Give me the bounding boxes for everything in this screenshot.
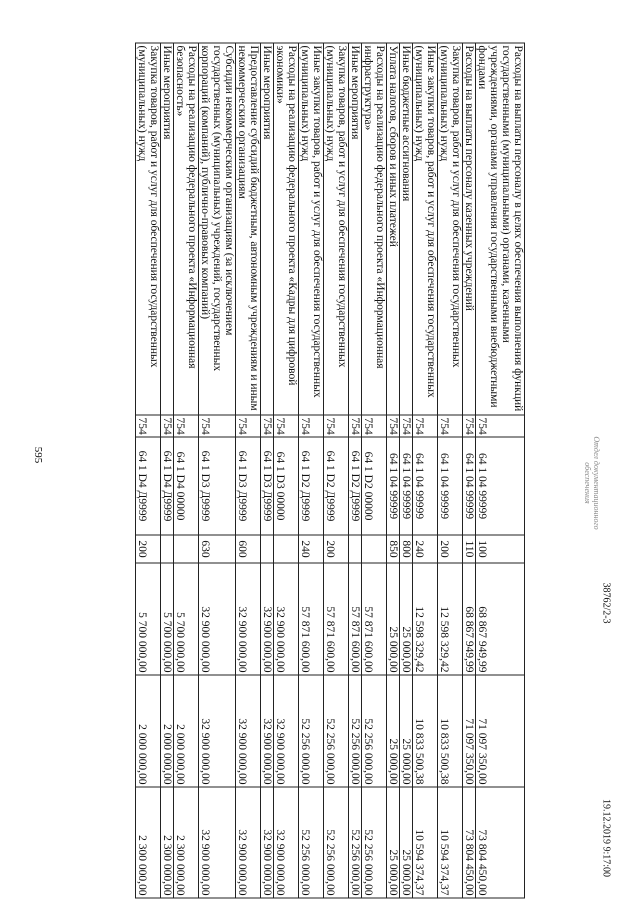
cell-vr: 200 <box>136 535 161 563</box>
stamp-line-2: обеспечения <box>583 462 592 504</box>
cell-code: 754 <box>161 415 174 437</box>
cell-vr: 200 <box>438 535 463 563</box>
table-row <box>261 43 274 898</box>
cell-a1: 32 900 000,00 <box>274 563 299 675</box>
cell-vr <box>261 535 274 563</box>
cell-vr <box>274 535 299 563</box>
cell-rz: 64 1 04 99999 <box>413 437 438 535</box>
cell-a2: 32 900 000,00 <box>274 675 299 787</box>
cell-name: Иные мероприятия <box>261 43 274 415</box>
table-row <box>413 43 438 898</box>
cell-rz: 64 1 D3 00000 <box>274 437 299 535</box>
cell-a1: 12 598 329,42 <box>438 563 463 675</box>
cell-a3: 32 900 000,00 <box>199 787 236 898</box>
cell-vr <box>161 535 174 563</box>
table-row <box>400 43 413 898</box>
cell-a1: 32 900 000,00 <box>199 563 236 675</box>
cell-rz: 64 1 D4 Д9999 <box>161 437 174 535</box>
table-row <box>236 43 261 898</box>
cell-code: 754 <box>174 415 199 437</box>
cell-a3: 73 804 450,00 <box>476 787 525 898</box>
cell-code: 754 <box>236 415 261 437</box>
cell-a3: 73 804 450,00 <box>463 787 476 898</box>
cell-code: 754 <box>476 415 525 437</box>
cell-code: 754 <box>362 415 387 437</box>
table-row <box>136 43 161 898</box>
table-row <box>463 43 476 898</box>
cell-name: Расходы на реализацию федерального проекта «Кадры для цифровой экономики» <box>274 43 299 415</box>
cell-a2: 71 097 350,00 <box>476 675 525 787</box>
cell-vr: 200 <box>324 535 349 563</box>
budget-table-container <box>135 43 525 898</box>
cell-a3: 25 000,00 <box>400 787 413 898</box>
cell-name: Субсидии некоммерческим организациям (за исключением государственных (муниципальных) учреждений, государственных корпораций (компаний), публично-правовых компаний) <box>199 43 236 415</box>
table-row <box>274 43 299 898</box>
cell-vr: 110 <box>463 535 476 563</box>
cell-rz: 64 1 D4 00000 <box>174 437 199 535</box>
cell-name: Иные закупки товаров, работ и услуг для обеспечения государственных (муниципальных) нужд <box>413 43 438 415</box>
cell-rz: 64 1 D2 Д9999 <box>324 437 349 535</box>
cell-vr <box>362 535 387 563</box>
cell-rz: 64 1 04 99999 <box>438 437 463 535</box>
cell-a1: 57 871 600,00 <box>362 563 387 675</box>
cell-a3: 32 900 000,00 <box>236 787 261 898</box>
table-row <box>362 43 387 898</box>
cell-a2: 52 256 000,00 <box>324 675 349 787</box>
cell-code: 754 <box>274 415 299 437</box>
cell-a2: 10 833 500,38 <box>438 675 463 787</box>
cell-name: Расходы на реализацию федерального проекта «Информационная инфраструктура» <box>362 43 387 415</box>
cell-vr: 850 <box>387 535 400 563</box>
cell-vr <box>174 535 199 563</box>
cell-a1: 5 700 000,00 <box>161 563 174 675</box>
cell-vr: 240 <box>413 535 438 563</box>
page-number: 595 <box>32 446 44 464</box>
cell-code: 754 <box>413 415 438 437</box>
cell-name: Закупка товаров, работ и услуг для обеспечения государственных (муниципальных) нужд <box>136 43 161 415</box>
cell-code: 754 <box>324 415 349 437</box>
cell-a2: 52 256 000,00 <box>362 675 387 787</box>
cell-code: 754 <box>136 415 161 437</box>
cell-code: 754 <box>400 415 413 437</box>
cell-a3: 2 300 000,00 <box>161 787 174 898</box>
table-row <box>174 43 199 898</box>
cell-a1: 68 867 949,99 <box>463 563 476 675</box>
cell-name: Расходы на выплаты персоналу казенных учреждений <box>463 43 476 415</box>
cell-a3: 32 900 000,00 <box>274 787 299 898</box>
cell-a3: 52 256 000,00 <box>362 787 387 898</box>
cell-a2: 52 256 000,00 <box>349 675 362 787</box>
cell-vr <box>349 535 362 563</box>
cell-rz: 64 1 D2 00000 <box>362 437 387 535</box>
cell-a1: 5 700 000,00 <box>136 563 161 675</box>
cell-name: Расходы на реализацию федерального проекта «Информационная безопасность» <box>174 43 199 415</box>
cell-name: Расходы на выплаты персоналу в целях обеспечения выполнения функций государственными (муниципальными) органами, казенными учреждениями, органами управления государственными внебюджетными фондами <box>476 43 525 415</box>
budget-table <box>135 43 525 899</box>
cell-a2: 2 000 000,00 <box>161 675 174 787</box>
table-row <box>438 43 463 898</box>
cell-a3: 52 256 000,00 <box>324 787 349 898</box>
cell-a2: 2 000 000,00 <box>136 675 161 787</box>
cell-vr: 630 <box>199 535 236 563</box>
cell-rz: 64 1 D2 Д9999 <box>299 437 324 535</box>
cell-name: Закупка товаров, работ и услуг для обеспечения государственных (муниципальных) нужд <box>324 43 349 415</box>
cell-a2: 2 000 000,00 <box>174 675 199 787</box>
cell-a3: 2 300 000,00 <box>174 787 199 898</box>
cell-a3: 52 256 000,00 <box>299 787 324 898</box>
cell-rz: 64 1 04 99999 <box>476 437 525 535</box>
cell-a2: 25 000,00 <box>387 675 400 787</box>
cell-a1: 12 598 329,42 <box>413 563 438 675</box>
cell-a1: 57 871 600,00 <box>349 563 362 675</box>
cell-a2: 32 900 000,00 <box>199 675 236 787</box>
cell-code: 754 <box>463 415 476 437</box>
cell-code: 754 <box>438 415 463 437</box>
stamp-line-1: Отдел документационного <box>592 436 601 530</box>
cell-vr: 240 <box>299 535 324 563</box>
cell-a1: 25 000,00 <box>387 563 400 675</box>
cell-a1: 57 871 600,00 <box>299 563 324 675</box>
cell-a1: 68 867 949,99 <box>476 563 525 675</box>
table-row <box>476 43 525 898</box>
cell-a1: 57 871 600,00 <box>324 563 349 675</box>
cell-vr: 800 <box>400 535 413 563</box>
table-row <box>387 43 400 898</box>
cell-a3: 10 594 374,37 <box>413 787 438 898</box>
cell-code: 754 <box>349 415 362 437</box>
table-row <box>161 43 174 898</box>
table-row <box>349 43 362 898</box>
cell-a1: 5 700 000,00 <box>174 563 199 675</box>
cell-a2: 25 000,00 <box>400 675 413 787</box>
cell-rz: 64 1 04 99999 <box>387 437 400 535</box>
cell-a2: 32 900 000,00 <box>236 675 261 787</box>
cell-a2: 10 833 500,38 <box>413 675 438 787</box>
cell-code: 754 <box>199 415 236 437</box>
cell-a2: 71 097 350,00 <box>463 675 476 787</box>
cell-name: Иные бюджетные ассигнования <box>400 43 413 415</box>
cell-a3: 25 000,00 <box>387 787 400 898</box>
table-row <box>324 43 349 898</box>
cell-vr: 100 <box>476 535 525 563</box>
cell-rz: 64 1 D3 Д9999 <box>261 437 274 535</box>
cell-a1: 32 900 000,00 <box>236 563 261 675</box>
cell-a1: 25 000,00 <box>400 563 413 675</box>
table-row <box>299 43 324 898</box>
cell-code: 754 <box>261 415 274 437</box>
cell-name: Закупка товаров, работ и услуг для обеспечения государственных (муниципальных) нужд <box>438 43 463 415</box>
cell-name: Уплата налогов, сборов и иных платежей <box>387 43 400 415</box>
cell-rz: 64 1 04 99999 <box>400 437 413 535</box>
cell-rz: 64 1 D3 Д9999 <box>236 437 261 535</box>
cell-code: 754 <box>299 415 324 437</box>
cell-rz: 64 1 D3 Д9999 <box>199 437 236 535</box>
department-stamp <box>583 436 601 529</box>
cell-vr: 600 <box>236 535 261 563</box>
cell-a2: 52 256 000,00 <box>299 675 324 787</box>
footer-doc-id: 38762/2-3 <box>600 582 612 624</box>
cell-code: 754 <box>387 415 400 437</box>
cell-a1: 32 900 000,00 <box>261 563 274 675</box>
cell-a3: 52 256 000,00 <box>349 787 362 898</box>
cell-name: Иные мероприятия <box>349 43 362 415</box>
cell-a3: 10 594 374,37 <box>438 787 463 898</box>
cell-a3: 2 300 000,00 <box>136 787 161 898</box>
cell-name: Предоставление субсидий бюджетным, автономным учреждениям и иным некоммерческим организациям <box>236 43 261 415</box>
cell-name: Иные закупки товаров, работ и услуг для обеспечения государственных (муниципальных) нужд <box>299 43 324 415</box>
cell-name: Иные мероприятия <box>161 43 174 415</box>
cell-a3: 32 900 000,00 <box>261 787 274 898</box>
table-row <box>199 43 236 898</box>
table-body <box>136 43 525 898</box>
cell-a2: 32 900 000,00 <box>261 675 274 787</box>
footer-date: 19.12.2019 9:17:00 <box>600 798 612 878</box>
cell-rz: 64 1 D2 Д9999 <box>349 437 362 535</box>
cell-rz: 64 1 D4 Д9999 <box>136 437 161 535</box>
cell-rz: 64 1 04 99999 <box>463 437 476 535</box>
